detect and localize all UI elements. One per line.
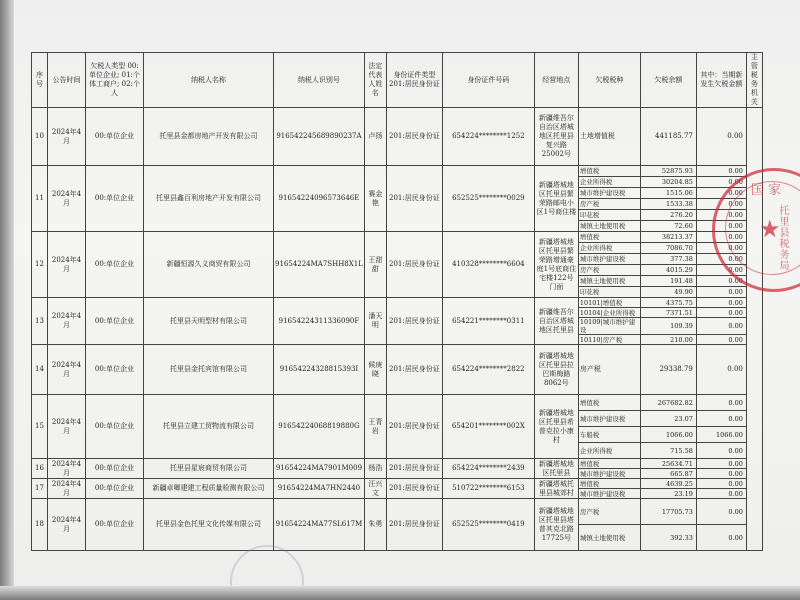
cell-tax-type: 房产税	[578, 499, 640, 525]
cell-type: 00:单位企业	[86, 459, 144, 479]
cell-name: 托里县金托宾馆有限公司	[144, 345, 274, 395]
cell-tax-type: 10110|房产税	[578, 335, 640, 345]
cell-idtype: 201:居民身份证	[386, 166, 442, 232]
cell-rep: 汪兴文	[364, 479, 386, 499]
cell-amount: 1066.00	[640, 427, 696, 443]
cell-tax-type: 企业所得税	[578, 243, 640, 254]
cell-new-amount: 0.00	[696, 345, 746, 395]
cell-amount: 4015.29	[640, 265, 696, 276]
cell-name: 托里县金色托里文化传媒有限公司	[144, 499, 274, 551]
cell-tax-type: 城镇土地使用税	[578, 525, 640, 551]
cell-id: 91654224MA7SHH8X1L	[274, 232, 365, 298]
cell-addr: 新疆塔城托里县城郊村	[534, 479, 578, 499]
cell-tax-type: 增值税	[578, 459, 640, 469]
cell-tax-type: 城市维护建设税	[578, 489, 640, 499]
cell-name: 托里县星宸商贸有限公司	[144, 459, 274, 479]
cell-new-amount: 0.00	[696, 479, 746, 489]
cell-new-amount: 0.00	[696, 459, 746, 469]
cell-amount: 377.38	[640, 254, 696, 265]
cell-tax-type: 房产税	[578, 199, 640, 210]
cell-addr: 新疆塔城地区托里县繁荣路邮电小区1号商住楼	[534, 166, 578, 232]
cell-date: 2024年4月	[48, 459, 86, 479]
cell-new-amount: 0.00	[696, 232, 746, 243]
cell-seq: 13	[32, 298, 48, 345]
cell-tax-type: 增值税	[578, 479, 640, 489]
table-row	[32, 166, 763, 177]
cell-tax-type: 10109|城市维护建设	[578, 318, 640, 335]
cell-tax-type: 增值税	[578, 166, 640, 177]
cell-new-amount: 0.00	[696, 254, 746, 265]
cell-new-amount: 0.00	[696, 108, 746, 166]
cell-new-amount: 0.00	[696, 166, 746, 177]
cell-amount: 29338.79	[640, 345, 696, 395]
cell-idno: 654224********2439	[442, 459, 534, 479]
cell-idtype: 201:居民身份证	[386, 298, 442, 345]
cell-id: 91654224MA7901M009	[274, 459, 365, 479]
header-date: 公告时间	[48, 53, 86, 108]
cell-amount: 715.58	[640, 443, 696, 459]
cell-amount: 52875.93	[640, 166, 696, 177]
cell-new-amount: 0.00	[696, 221, 746, 232]
cell-tax-type: 房产税	[578, 265, 640, 276]
cell-date: 2024年4月	[48, 395, 86, 459]
cell-amount: 392.33	[640, 525, 696, 551]
cell-seq: 10	[32, 108, 48, 166]
cell-idno: 654221********0311	[442, 298, 534, 345]
cell-seq: 18	[32, 499, 48, 551]
cell-idno: 654224********2822	[442, 345, 534, 395]
cell-amount: 7086.70	[640, 243, 696, 254]
cell-id: 91654224MA7HN2440	[274, 479, 365, 499]
cell-amount: 17705.73	[640, 499, 696, 525]
cell-tax-type: 企业所得税	[578, 443, 640, 459]
cell-idno: 654201********002X	[442, 395, 534, 459]
cell-idno: 410328********6604	[442, 232, 534, 298]
cell-new-amount: 0.00	[696, 318, 746, 335]
cell-addr: 新疆维吾尔自治区塔城地区托里县复兴路25002号	[534, 108, 578, 166]
header-idtype: 身份证件类型 201:居民身份证	[386, 53, 442, 108]
table-row	[32, 345, 763, 395]
cell-new-amount: 1066.00	[696, 427, 746, 443]
cell-idtype: 201:居民身份证	[386, 395, 442, 459]
cell-tax-type: 城镇土地使用税	[578, 276, 640, 287]
cell-rep: 王甜甜	[364, 232, 386, 298]
cell-seq: 17	[32, 479, 48, 499]
seal-text-top: 国家	[751, 183, 786, 198]
cell-name: 托里县天明型材有限公司	[144, 298, 274, 345]
cell-tax-type: 印花税	[578, 287, 640, 298]
table-row	[32, 459, 763, 469]
cell-new-amount: 0.00	[696, 411, 746, 427]
cell-date: 2024年4月	[48, 232, 86, 298]
cell-name: 托里县立建工贸物流有限公司	[144, 395, 274, 459]
cell-date: 2024年4月	[48, 499, 86, 551]
cell-new-amount: 0.00	[696, 335, 746, 345]
cell-new-amount: 0.00	[696, 199, 746, 210]
page-shadow-left	[0, 0, 14, 600]
cell-type: 00:单位企业	[86, 345, 144, 395]
cell-new-amount: 0.00	[696, 499, 746, 525]
table-row	[32, 395, 763, 411]
header-new: 其中：当期新发生欠税金额	[696, 53, 746, 108]
cell-new-amount: 0.00	[696, 243, 746, 254]
cell-idno: 652525********0419	[442, 499, 534, 551]
cell-amount: 1533.38	[640, 199, 696, 210]
cell-date: 2024年4月	[48, 345, 86, 395]
cell-type: 00:单位企业	[86, 232, 144, 298]
cell-amount: 267682.82	[640, 395, 696, 411]
cell-tax-type: 增值税	[578, 232, 640, 243]
page-shadow-bottom	[0, 586, 800, 600]
cell-type: 00:单位企业	[86, 499, 144, 551]
cell-addr: 新疆塔城地区托里县繁荣路增通豪庭1号底商住宅楼122号门面	[534, 232, 578, 298]
cell-name: 托里县金都房地产开发有限公司	[144, 108, 274, 166]
cell-seq: 12	[32, 232, 48, 298]
table-row	[32, 499, 763, 525]
cell-idtype: 201:居民身份证	[386, 345, 442, 395]
cell-date: 2024年4月	[48, 108, 86, 166]
cell-new-amount: 0.00	[696, 188, 746, 199]
cell-tax-type: 10104|企业所得税	[578, 308, 640, 318]
cell-amount: 441185.77	[640, 108, 696, 166]
cell-tax-type: 城市维护建设税	[578, 188, 640, 199]
cell-name: 新疆恒源久义商贸有限公司	[144, 232, 274, 298]
cell-type: 00:单位企业	[86, 108, 144, 166]
cell-amount: 665.87	[640, 469, 696, 479]
cell-idtype: 201:居民身份证	[386, 459, 442, 479]
cell-addr: 新疆塔城地区托里县	[534, 459, 578, 479]
cell-new-amount: 0.00	[696, 177, 746, 188]
header-addr: 经营地点	[534, 53, 578, 108]
table-row	[32, 108, 763, 166]
header-name: 纳税人名称	[144, 53, 274, 108]
cell-id: 91654224328815393I	[274, 345, 365, 395]
cell-type: 00:单位企业	[86, 298, 144, 345]
header-idno: 身份证件号码	[442, 53, 534, 108]
cell-tax-type: 房产税	[578, 345, 640, 395]
cell-seq: 11	[32, 166, 48, 232]
cell-amount: 23.07	[640, 411, 696, 427]
cell-seq: 14	[32, 345, 48, 395]
cell-id: 91654224068819880G	[274, 395, 365, 459]
header-org: 主管税务机关	[746, 53, 762, 108]
cell-new-amount: 0.00	[696, 395, 746, 411]
cell-id: 91654224MA77SL617M	[274, 499, 365, 551]
cell-new-amount: 0.00	[696, 298, 746, 308]
cell-addr: 新疆维吾尔自治区塔城地区托里县	[534, 298, 578, 345]
cell-addr: 新疆塔城地区托里县塔普其克北路17725号	[534, 499, 578, 551]
seal-star-icon: ★	[759, 215, 781, 243]
cell-new-amount: 0.00	[696, 265, 746, 276]
cell-rep: 朱勇	[364, 499, 386, 551]
header-tax: 欠税税种	[578, 53, 640, 108]
header-amount: 欠税余额	[640, 53, 696, 108]
cell-name: 托里县鑫百利房地产开发有限公司	[144, 166, 274, 232]
cell-amount: 30204.85	[640, 177, 696, 188]
cell-tax-type: 增值税	[578, 395, 640, 411]
cell-amount: 4639.25	[640, 479, 696, 489]
table-header-row	[32, 53, 763, 108]
cell-tax-type: 城市维护建设税	[578, 254, 640, 265]
cell-tax-type: 城市维护建设税	[578, 469, 640, 479]
cell-amount: 72.60	[640, 221, 696, 232]
cell-new-amount: 0.00	[696, 276, 746, 287]
cell-name: 新疆卓卿建建工程质量检测有限公司	[144, 479, 274, 499]
header-type: 欠税人类型 00:单位企业; 01:个体工商户; 02:个人	[86, 53, 144, 108]
cell-amount: 191.48	[640, 276, 696, 287]
cell-rep: 潘天明	[364, 298, 386, 345]
cell-idno: 652525********0029	[442, 166, 534, 232]
cell-amount: 109.39	[640, 318, 696, 335]
cell-id: 916542245689890237A	[274, 108, 365, 166]
cell-amount: 49.90	[640, 287, 696, 298]
cell-rep: 赛金艳	[364, 166, 386, 232]
cell-idtype: 201:居民身份证	[386, 499, 442, 551]
cell-idtype: 201:居民身份证	[386, 108, 442, 166]
cell-rep: 杨浩	[364, 459, 386, 479]
cell-rep: 候庚晓	[364, 345, 386, 395]
cell-amount: 23.19	[640, 489, 696, 499]
cell-type: 00:单位企业	[86, 166, 144, 232]
cell-new-amount: 0.00	[696, 210, 746, 221]
table-row	[32, 298, 763, 308]
cell-new-amount: 0.00	[696, 525, 746, 551]
cell-amount: 38213.37	[640, 232, 696, 243]
header-rep: 法定代表人姓名	[364, 53, 386, 108]
cell-tax-type: 印花税	[578, 210, 640, 221]
cell-tax-type: 企业所得税	[578, 177, 640, 188]
header-seq: 序号	[32, 53, 48, 108]
cell-new-amount: 0.00	[696, 308, 746, 318]
cell-tax-type: 土地增值税	[578, 108, 640, 166]
cell-rep: 卢扬	[364, 108, 386, 166]
table-row	[32, 479, 763, 489]
cell-tax-type: 车船税	[578, 427, 640, 443]
cell-seq: 16	[32, 459, 48, 479]
cell-idno: 654224********1252	[442, 108, 534, 166]
cell-addr: 新疆塔城地区托里县拉巴斯梅路8062号	[534, 345, 578, 395]
cell-amount: 7371.51	[640, 308, 696, 318]
cell-seq: 15	[32, 395, 48, 459]
cell-type: 00:单位企业	[86, 479, 144, 499]
cell-addr: 新疆塔城地区托里县希普克拉小康村	[534, 395, 578, 459]
cell-date: 2024年4月	[48, 166, 86, 232]
cell-amount: 210.00	[640, 335, 696, 345]
cell-amount: 4375.75	[640, 298, 696, 308]
cell-amount: 1515.06	[640, 188, 696, 199]
cell-idtype: 201:居民身份证	[386, 479, 442, 499]
cell-type: 00:单位企业	[86, 395, 144, 459]
cell-tax-type: 10101|增值税	[578, 298, 640, 308]
cell-new-amount: 0.00	[696, 489, 746, 499]
seal-text-side: 托里县税务局	[777, 205, 788, 271]
cell-rep: 王青岩	[364, 395, 386, 459]
table-row	[32, 232, 763, 243]
cell-new-amount: 0.00	[696, 287, 746, 298]
tax-arrears-table	[31, 52, 763, 551]
cell-tax-type: 城镇土地使用税	[578, 221, 640, 232]
cell-idno: 510722********6153	[442, 479, 534, 499]
cell-new-amount: 0.00	[696, 443, 746, 459]
cell-amount: 276.20	[640, 210, 696, 221]
cell-tax-type: 城市维护建设税	[578, 411, 640, 427]
cell-amount: 25634.71	[640, 459, 696, 469]
cell-id: 91654224311336090F	[274, 298, 365, 345]
cell-date: 2024年4月	[48, 298, 86, 345]
cell-new-amount: 0.00	[696, 469, 746, 479]
header-id: 纳税人识别号	[274, 53, 365, 108]
cell-idtype: 201:居民身份证	[386, 232, 442, 298]
cell-id: 91654224096573646E	[274, 166, 365, 232]
cell-date: 2024年4月	[48, 479, 86, 499]
